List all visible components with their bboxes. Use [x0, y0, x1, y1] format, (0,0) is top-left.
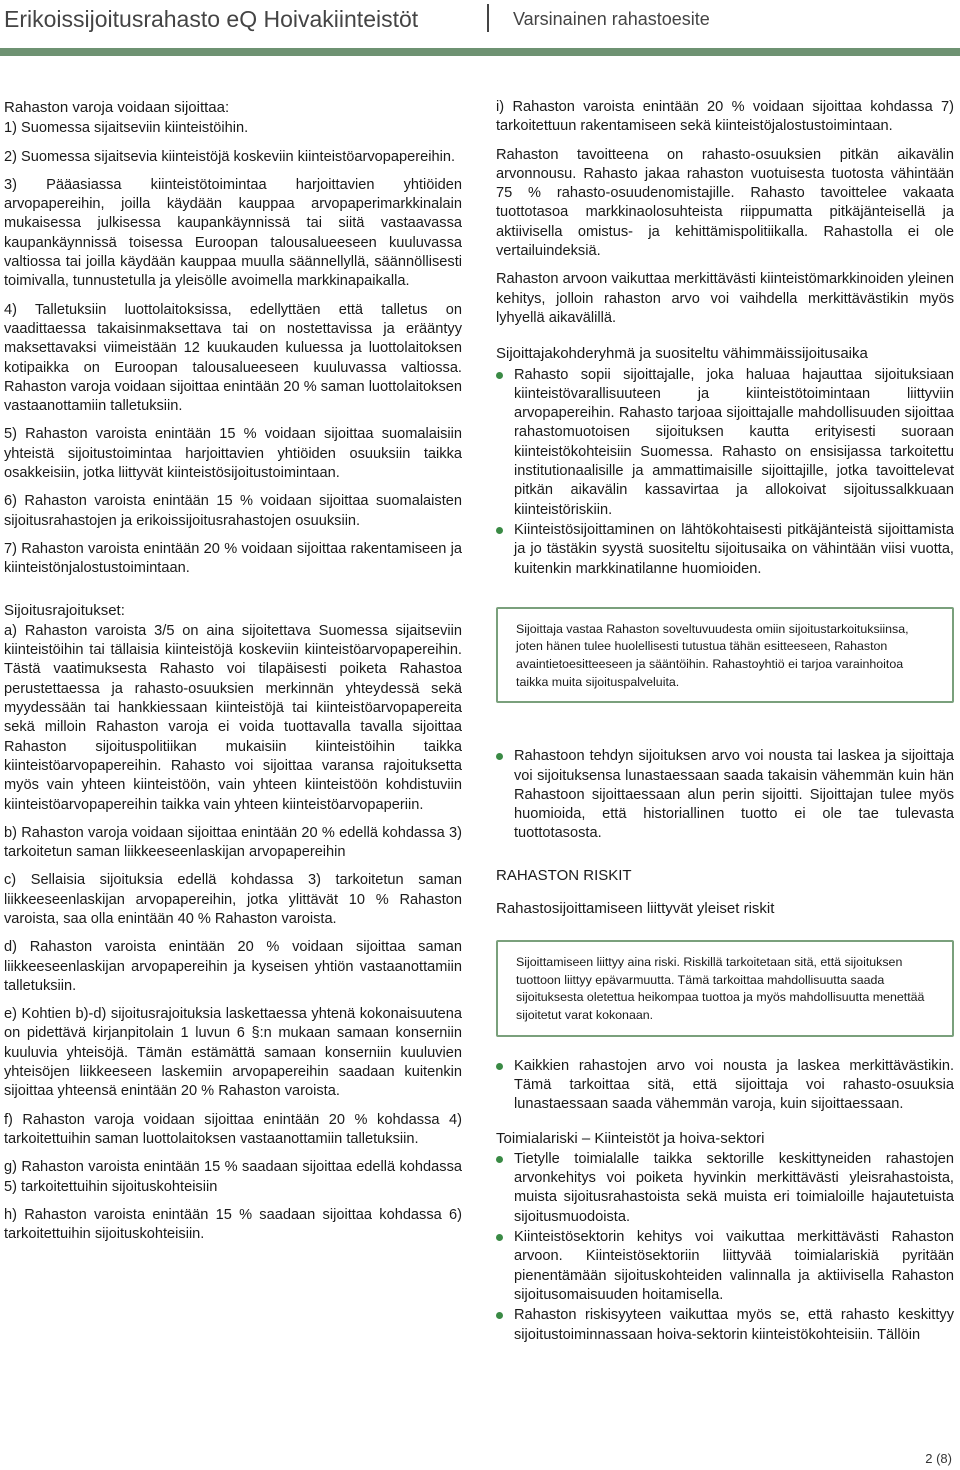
restriction-item: f) Rahaston varoja voidaan sijoittaa enintään 20 % kohdassa 4) tarkoitettuihin saman luottolaitoksen vastaanottamiin talletuksiin.: [4, 1111, 462, 1147]
bullet-icon: [496, 1234, 503, 1241]
risk-notice-box: Sijoittamiseen liittyy aina riski. Riskillä tarkoitetaan sitä, että sijoituksen tuottoon liittyy epävarmuutta. Tämä tarkoittaa mahdollisuutta saada sijoituksesta oletettua heikompaa tuottoa ja myös mahdollisuutta menettää sijoitetut varat kokonaan.: [496, 940, 954, 1036]
bullet-icon: [496, 372, 503, 379]
restriction-item: a) Rahaston varoista 3/5 on aina sijoitettava Suomessa sijaitseviin kiinteistöihin tai tällaisia kiinteistöjä koskeviin kiinteistöarvopapereihin. Tästä vaatimuksesta Rahasto voi tilapäisesti poiketa Rahastoa perustettaessa ja rahasto-osuuksien merkinnän yhteydessä sekä myydessään tai hankkiessaan kiinteistöjä tai kiinteistöarvopapereita sekä milloin Rahaston varoja ei voida tuottavalla tavalla sijoittaa Rahaston sijoituspolitiikan mukaisiin kiinteistöihin taikka kiinteistöarvopapereihin. Rahasto voi sijoittaa varansa rajoituksetta myös vain yhteen kiinteistöön, vain yhteen kiinteistöön kohdistuviin kiinteistöarvopapereihin taikka vain yhteen kiinteistöarvopaperiin.: [4, 622, 462, 813]
list-item: Rahastoon tehdyn sijoituksen arvo voi nousta tai laskea ja sijoittaja voi sijoituksensa lunastaessaan saada takaisin vähemmän kuin hän Rahastoon sijoittaessaan alun perin sijoitti. Sijoittajan tulee myös huomioida, että historiallinen tuotto ei ole tae tulevasta tuottotasosta.: [496, 747, 954, 843]
list-item: Tietylle toimialalle taikka sektorille keskittyneiden rahastojen arvonkehitys voi poiketa hyvinkin merkittävästi yleisrahastoista, muista sijoitusrahastoista sekä muista eri toimialoille hajautetuista sijoitusmuodoista.: [496, 1150, 954, 1227]
sector-risk-list: [496, 1150, 954, 1345]
restriction-item: i) Rahaston varoista enintään 20 % voidaan sijoittaa kohdassa 7) tarkoitettuun rakentamiseen sekä kiinteistöjalostustoimintaan.: [496, 99, 954, 135]
list-item: Kiinteistösektorin kehitys voi vaikuttaa merkittävästi Rahaston arvoon. Kiinteistösektoriin liittyvää toimialariskiä pyritään pienentämään sijoituskohteiden valinnalla ja aktiivisella Rahaston sijoitusomaisuuden hoitamisella.: [496, 1228, 954, 1305]
investment-item: 7) Rahaston varoista enintään 20 % voidaan sijoittaa rakentamiseen ja kiinteistönjalostustoimintaan.: [4, 540, 462, 577]
target-group-list: [496, 366, 954, 579]
bullet-icon: [496, 1156, 503, 1163]
list-item: Kiinteistösijoittaminen on lähtökohtaisesti pitkäjänteistä sijoittamista ja jo tästäkin syystä suositeltu sijoitusaika on vähintään viisi vuotta, kuitenkin markkinatilanne huomioiden.: [496, 521, 954, 579]
investment-item: 3) Pääasiassa kiinteistötoimintaa harjoittavien yhtiöiden arvopapereihin, joilla käydään kauppaa arvopaperimarkkinalain mukaisessa julkisessa kaupankäynnissä tai siitä vastaavassa kaupankäynnissä toisessa Euroopan talousalueeseen kuuluvassa valtiossa tai joilla käydään kauppaa muulla säännellyllä, säännöllisesti toimivalla, tunnustetulla ja yleisölle avoimella markkinapaikalla.: [4, 176, 462, 290]
general-risks-heading: Rahastosijoittamiseen liittyvät yleiset riskit: [496, 899, 775, 917]
value-risk-list: [496, 747, 954, 843]
right-column: [496, 98, 954, 1354]
bullet-icon: [496, 1312, 503, 1319]
restriction-item: d) Rahaston varoista enintään 20 % voidaan sijoittaa saman liikkeeseenlaskijan arvopapereihin ja kyseisen yhtiön vastaanottamiin talletuksiin.: [4, 939, 462, 994]
list-item: Rahaston riskisyyteen vaikuttaa myös se, että rahasto keskittyy sijoitustoiminnassaan hoiva-sektorin kiinteistökohteisiin. Tällöin: [496, 1306, 954, 1345]
risks-heading: RAHASTON RISKIT: [496, 866, 632, 884]
page-header: [0, 0, 960, 44]
list-item: Rahasto sopii sijoittajalle, joka haluaa hajauttaa sijoituksiaan kiinteistövarallisuuteen ja kiinteistötoimintaan liittyviin arvopapereihin. Rahasto tarjoaa sijoittajalle mahdollisuuden sijoittaa rahastomuotoisen sijoituksen kautta erityisesti suoraan kiinteistökohteisiin Suomessa. Rahasto on ensisijassa tarkoitettu institutionaalisille ja ammattimaisille sijoittajille, jotka tavoittelevat pitkän aikavälin kassavirtaa ja allokoivat sijoitussalkkuaan kiinteistöriskiin.: [496, 366, 954, 520]
investment-item: 6) Rahaston varoista enintään 15 % voidaan sijoittaa suomalaisten sijoitusrahastojen ja erikoissijoitusrahastojen osuuksiin.: [4, 493, 462, 529]
restrictions-heading: Sijoitusrajoitukset:: [4, 601, 125, 619]
investment-item: 5) Rahaston varoista enintään 15 % voidaan sijoittaa suomalaisiin yhteistä sijoitustoimintaa harjoittavien yhtiöiden osuuksiin taikka osakkeisiin, jotka liittyvät kiinteistösijoitustoimintaan.: [4, 426, 462, 482]
restriction-item: c) Sellaisia sijoituksia edellä kohdassa 3) tarkoitetun saman liikkeeseenlaskijan arvopapereihin, jotka ylittävät 10 % Rahaston varoista, saa olla enintään 40 % Rahaston varoista.: [4, 872, 462, 927]
header-separator: [487, 4, 489, 32]
restriction-item: b) Rahaston varoja voidaan sijoittaa enintään 20 % edellä kohdassa 3) tarkoitetun saman liikkeeseenlaskijan arvopapereihin: [4, 824, 462, 861]
document-title: Erikoissijoitusrahasto eQ Hoivakiinteistöt: [4, 6, 419, 32]
investments-heading: Rahaston varoja voidaan sijoittaa:: [4, 99, 230, 116]
sector-risk-heading: Toimialariski – Kiinteistöt ja hoiva-sektori: [496, 1129, 765, 1147]
restriction-item: g) Rahaston varoista enintään 15 % saadaan sijoittaa edellä kohdassa 5) tarkoitettuihin sijoituskohteisiin: [4, 1159, 462, 1195]
left-column: [4, 98, 462, 1253]
restriction-item: e) Kohtien b)-d) sijoitusrajoituksia laskettaessa yhtenä kokonaisuutena on pidettävä kirjanpitolain 1 luvun 6 §:n mukaan samaan konserniin kuuluvia yhteisöjä. Tämän estämättä samaan konserniin kuuluvien yhteisöjen liikkeeseen laskemiin arvopapereihin saadaan kuitenkin sijoittaa yhteensä enintään 20 % Rahaston varoista.: [4, 1006, 462, 1100]
investment-item: 2) Suomessa sijaitsevia kiinteistöjä koskeviin kiinteistöarvopapereihin.: [4, 148, 456, 165]
bullet-icon: [496, 527, 503, 534]
document-subtitle: Varsinainen rahastoesite: [513, 9, 710, 29]
header-rule: [0, 48, 960, 56]
investment-item: 4) Talletuksiin luottolaitoksissa, edellyttäen että talletus on vaadittaessa takaisinmaksettava tai on nostettavissa ja erääntyy maksettavaksi viimeistään 12 kuukauden kuluessa ja luottolaitoksen kotipaikka on Euroopan talousalueeseen kuuluvassa valtiossa. Rahaston varoja voidaan sijoittaa enintään 20 % saman luottolaitoksen vastaanottamiin talletuksiin.: [4, 301, 462, 415]
general-risk-list: [496, 1057, 954, 1115]
fund-goal-text: Rahaston tavoitteena on rahasto-osuuksien pitkän aikavälin arvonnousu. Rahasto jakaa rahaston vuotuisesta tuotosta vähintään 75 % rahasto-osuudenomistajille. Rahasto tavoittelee vakaata tuottotasoa markkinaolosuhteista riippumatta pitkäjänteisellä ja aktiivisella omistus- ja kehittämispolitiikalla. Rahastolla ei ole vertailuindeksiä.: [496, 146, 954, 260]
investment-item: 1) Suomessa sijaitseviin kiinteistöihin.: [4, 120, 249, 137]
list-item: Kaikkien rahastojen arvo voi nousta ja laskea merkittävästikin. Tämä tarkoittaa sitä, että sijoittaja voi rahasto-osuuksia lunastaessaan saada vähemmän varoja, kuin sijoittaessaan.: [496, 1057, 954, 1115]
restriction-item: h) Rahaston varoista enintään 15 % saadaan sijoittaa kohdassa 6) tarkoitettuihin sijoituskohteisiin.: [4, 1206, 462, 1243]
page-number: 2 (8): [925, 1451, 952, 1466]
bullet-icon: [496, 1063, 503, 1070]
investor-notice-box: Sijoittaja vastaa Rahaston soveltuvuudesta omiin sijoitustarkoituksiinsa, joten hänen tulee huolellisesti tutustua tähän esitteeseen, Rahaston avaintietoesitteeseen ja sääntöihin. Rahastoyhtiö ei tarjoa varainhoitoa taikka muita sijoituspalveluita.: [496, 607, 954, 703]
target-group-heading: Sijoittajakohderyhmä ja suositeltu vähimmäissijoitusaika: [496, 345, 868, 363]
bullet-icon: [496, 753, 503, 760]
fund-value-text: Rahaston arvoon vaikuttaa merkittävästi kiinteistömarkkinoiden yleinen kehitys, jolloin rahaston arvo voi vaihdella merkittävästikin myös lyhyellä aikavälillä.: [496, 271, 954, 326]
